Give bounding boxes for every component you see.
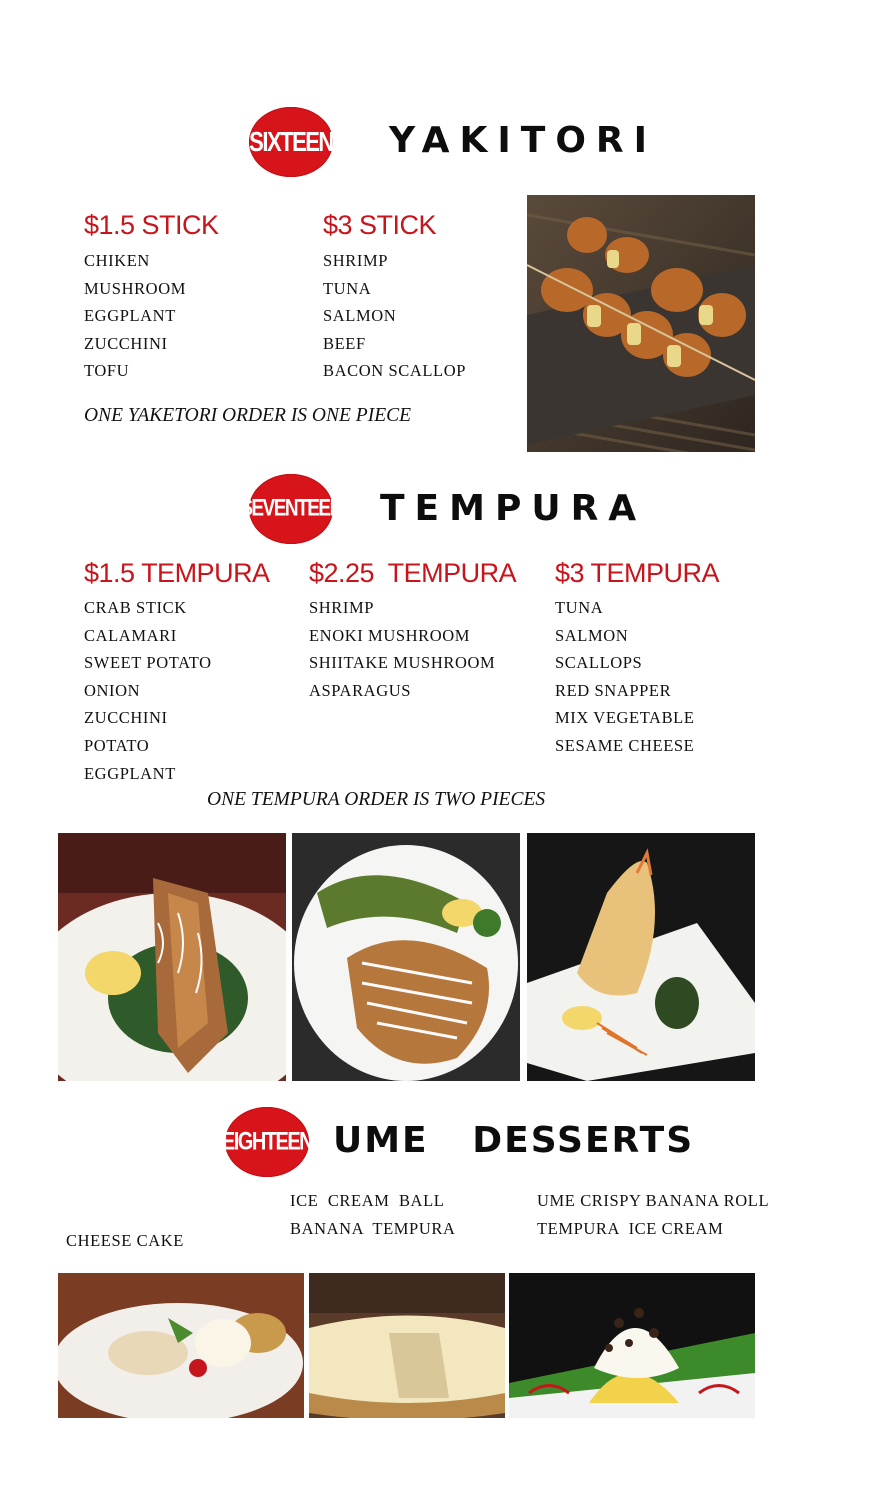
section-badge-sixteen: SIXTEEN: [249, 107, 333, 177]
list-item: SCALLOPS: [555, 653, 643, 673]
fried-fish-photo: [58, 833, 286, 1081]
list-item: EGGPLANT: [84, 306, 176, 326]
list-item: ZUCCHINI: [84, 708, 168, 728]
list-item: TUNA: [323, 278, 372, 298]
fried-dessert-photo: [58, 1273, 304, 1418]
list-item: EGGPLANT: [84, 763, 176, 783]
tempura-price-1: $1.5 TEMPURA: [84, 558, 270, 588]
list-item: MIX VEGETABLE: [555, 708, 695, 728]
list-item: RED SNAPPER: [555, 680, 672, 700]
list-item: BANANA TEMPURA: [290, 1218, 456, 1238]
desserts-list-3: [537, 1187, 769, 1242]
list-item: ASPARAGUS: [309, 680, 411, 700]
section-badge-seventeen: SEVENTEEN: [249, 474, 333, 544]
tempura-price-3: $3 TEMPURA: [555, 558, 720, 588]
yakitori-price-1: $1.5 STICK: [84, 210, 219, 240]
yakitori-list-1: [84, 247, 186, 385]
cheesecake-photo: [309, 1273, 505, 1418]
yakitori-list-2: [323, 247, 466, 385]
section-title-desserts: UME DESSERTS: [333, 1120, 695, 1161]
katsu-plate-photo: [292, 833, 520, 1081]
list-item: TUNA: [555, 598, 604, 617]
list-item: BEEF: [323, 333, 366, 353]
list-item: SWEET POTATO: [84, 653, 212, 673]
tempura-price-2: $2.25 TEMPURA: [309, 558, 517, 588]
list-item: BACON SCALLOP: [323, 361, 467, 381]
yakitori-note: ONE YAKETORI ORDER IS ONE PIECE: [84, 405, 412, 426]
tempura-list-3: [555, 594, 695, 760]
list-item: MUSHROOM: [84, 278, 186, 298]
list-item: TOFU: [84, 361, 130, 381]
list-item: SALMON: [555, 625, 629, 645]
tempura-list-1: [84, 594, 212, 787]
yakitori-skewers-photo: [527, 195, 755, 452]
list-item: ICE CREAM BALL: [290, 1191, 445, 1210]
list-item: SHRIMP: [309, 598, 375, 617]
list-item: CRAB STICK: [84, 598, 187, 617]
yakitori-price-2: $3 STICK: [323, 210, 437, 240]
list-item: ENOKI MUSHROOM: [309, 625, 471, 645]
desserts-list-2: [290, 1187, 455, 1242]
list-item: UME CRISPY BANANA ROLL: [537, 1191, 770, 1210]
list-item: SALMON: [323, 306, 397, 326]
list-item: CHIKEN: [84, 251, 150, 270]
list-item: CHEESE CAKE: [66, 1231, 184, 1250]
list-item: TEMPURA ICE CREAM: [537, 1218, 724, 1238]
list-item: SHIITAKE MUSHROOM: [309, 653, 496, 673]
list-item: CALAMARI: [84, 625, 177, 645]
section-badge-eighteen: EIGHTEEN: [225, 1107, 309, 1177]
list-item: ZUCCHINI: [84, 333, 168, 353]
list-item: SESAME CHEESE: [555, 735, 695, 755]
shrimp-tempura-photo: [527, 833, 755, 1081]
tempura-ice-cream-photo: [509, 1273, 755, 1418]
section-title-tempura: TEMPURA: [380, 488, 647, 529]
list-item: SHRIMP: [323, 251, 389, 270]
section-title-yakitori: YAKITORI: [389, 120, 658, 161]
list-item: ONION: [84, 680, 141, 700]
tempura-list-2: [309, 594, 495, 704]
tempura-note: ONE TEMPURA ORDER IS TWO PIECES: [207, 789, 546, 810]
list-item: POTATO: [84, 735, 150, 755]
